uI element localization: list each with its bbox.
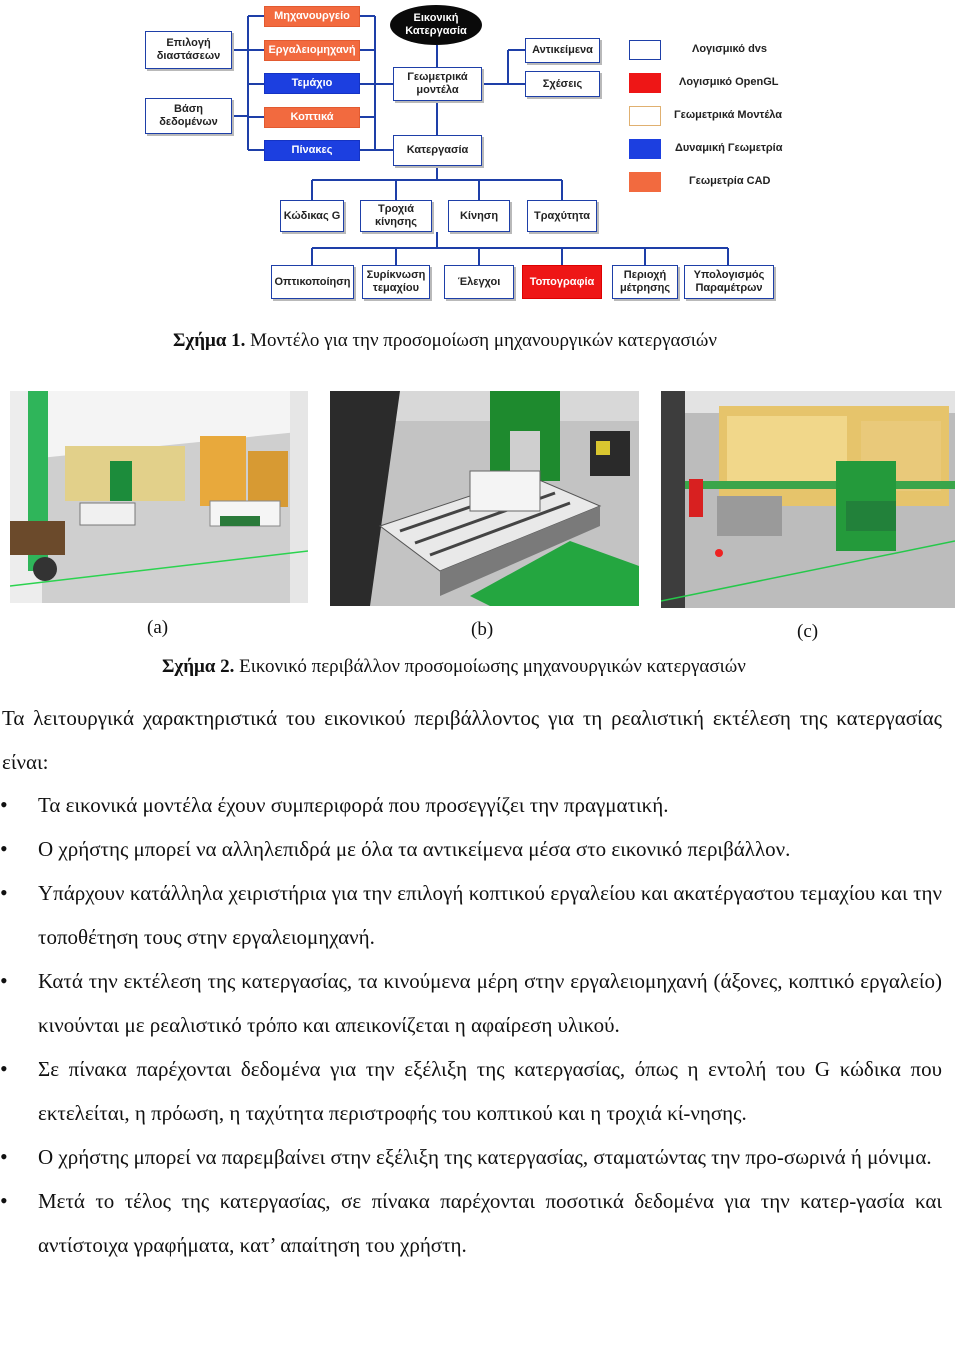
list-item: • Ο χρήστης μπορεί να αλληλεπιδρά με όλα τα αντικείμενα μέσα στο εικονικό περιβάλλον.: [0, 827, 942, 871]
legend-swatch: [629, 106, 661, 126]
screenshot-b: [330, 391, 639, 606]
subfigure-label-a: (a): [147, 617, 169, 638]
box-topografia: Τοπογραφία: [522, 265, 602, 299]
list-item: • Κατά την εκτέλεση της κατεργασίας, τα κινούμενα μέρη στην εργαλειομηχανή (άξονες, κοπτικό εργαλείο) κινούνται με ρεαλιστικό τρόπο και απεικονίζεται η αφαίρεση υλικού.: [0, 959, 942, 1047]
figure1-caption: [173, 330, 717, 352]
subfigure-label-b: (b): [471, 619, 494, 640]
screenshot-c-render: [661, 391, 955, 608]
list-item: • Ο χρήστης μπορεί να παρεμβαίνει στην εξέλιξη της κατεργασίας, σταματώντας την προ-σωρινά ή μόνιμα.: [0, 1135, 942, 1179]
box-eikoniki-katergasia: Εικονική Κατεργασία: [390, 5, 482, 45]
intro-paragraph: Τα λειτουργικά χαρακτηριστικά του εικονικού περιβάλλοντος για τη ρεαλιστική εκτέλεση της κατεργασίας είναι:: [2, 706, 942, 774]
figure1-caption-text: Μοντέλο για την προσομοίωση μηχανουργικών κατεργασιών: [250, 330, 717, 351]
box-koptika: Κοπτικά: [264, 107, 360, 128]
screenshot-b-render: [330, 391, 639, 606]
legend-swatch: [629, 73, 661, 93]
box-perioxi-metrisis: Περιοχή μέτρησης: [612, 265, 678, 299]
screenshot-a-render: [10, 391, 308, 603]
legend-label: Γεωμετρία CAD: [689, 175, 771, 187]
box-ypologismos-parametron: Υπολογισμός Παραμέτρων: [684, 265, 774, 299]
box-syrriknosi-temaxiou: Συρίκνωση τεμαχίου: [362, 265, 430, 299]
screenshot-c: [661, 391, 955, 608]
box-elegxoi: Έλεγχοι: [444, 265, 514, 299]
box-vasi-dedomenon: Βάση δεδομένων: [145, 98, 232, 134]
box-mixanourgeio: Μηχανουργείο: [264, 6, 360, 27]
subfigure-label-c: (c): [797, 621, 819, 642]
list-item: • Σε πίνακα παρέχονται δεδομένα για την εξέλιξη της κατεργασίας, όπως η εντολή του G κώδικα που εκτελείται, η πρόωση, η ταχύτητα περιστροφής του κοπτικού και η τροχιά κί-νησης.: [0, 1047, 942, 1135]
figure2-caption-text: Εικονικό περιβάλλον προσομοίωσης μηχανουργικών κατεργασιών: [239, 656, 746, 677]
box-kinisi: Κίνηση: [448, 200, 510, 232]
legend-label: Λογισμικό OpenGL: [679, 76, 779, 88]
figure1-diagram: [0, 0, 960, 310]
list-item: • Μετά το τέλος της κατεργασίας, σε πίνακα παρέχονται ποσοτικά δεδομένα για την κατερ-γασία και αντίστοιχα γραφήματα, κατ’ απαίτηση του χρήστη.: [0, 1179, 942, 1267]
box-geometrika-montela: Γεωμετρικά μοντέλα: [393, 67, 482, 101]
box-ergaleiomixani: Εργαλειομηχανή: [264, 40, 360, 61]
box-epilogi-diastaseon: Επιλογή διαστάσεων: [145, 31, 232, 69]
screenshot-a: [10, 391, 308, 603]
figure1-caption-label: Σχήμα 1.: [173, 330, 246, 351]
legend-label: Δυναμική Γεωμετρία: [675, 142, 783, 154]
legend-label: Γεωμετρικά Μοντέλα: [674, 109, 783, 121]
box-sxeseis: Σχέσεις: [525, 71, 600, 97]
legend-swatch: [629, 40, 661, 60]
figure2-caption: [162, 656, 746, 678]
box-pinakes: Πίνακες: [264, 140, 360, 161]
box-temaxio: Τεμάχιο: [264, 73, 360, 94]
box-kodikas-g: Κώδικας G: [280, 200, 344, 232]
feature-list: [0, 783, 942, 1267]
legend-swatch: [629, 139, 661, 159]
legend-label: Λογισμικό dvs: [692, 43, 768, 55]
legend-swatch: [629, 172, 661, 192]
box-antikeimena: Αντικείμενα: [525, 38, 600, 63]
list-item: • Τα εικονικά μοντέλα έχουν συμπεριφορά που προσεγγίζει την πραγματική.: [0, 783, 942, 827]
box-katergasia: Κατεργασία: [393, 135, 482, 166]
box-optikopoiisi: Οπτικοποίηση: [271, 265, 354, 299]
figure2-caption-label: Σχήμα 2.: [162, 656, 235, 677]
list-item: • Υπάρχουν κατάλληλα χειριστήρια για την επιλογή κοπτικού εργαλείου και ακατέργαστου τεμαχίου και την τοποθέτηση τους στην εργαλειομηχανή.: [0, 871, 942, 959]
box-troxia-kinisis: Τροχιά κίνησης: [360, 200, 432, 232]
box-traxytita: Τραχύτητα: [527, 200, 597, 232]
